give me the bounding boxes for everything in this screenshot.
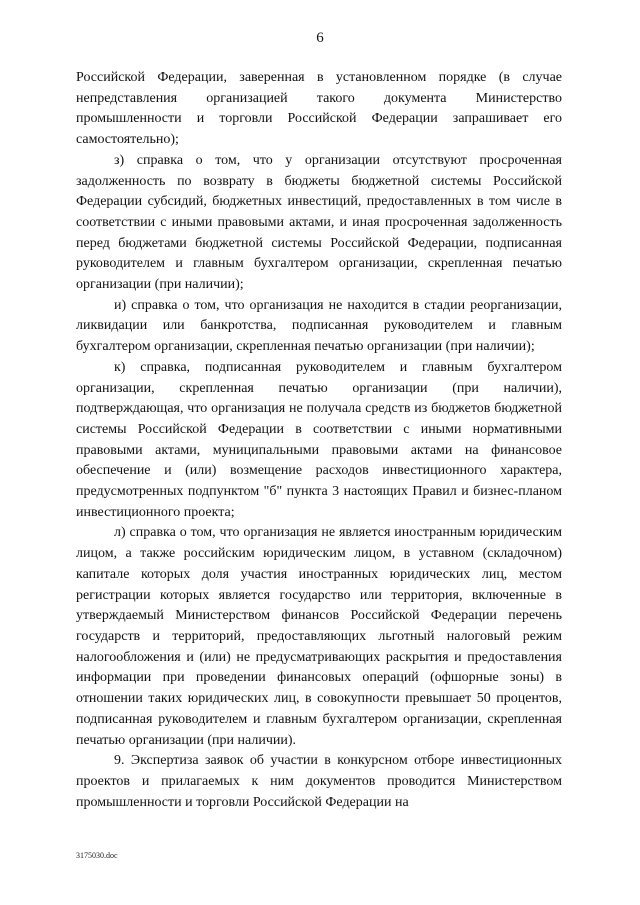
page-number: 6 [316, 30, 324, 46]
paragraph-item-i: и) справка о том, что организация не находится в стадии реорганизации, ликвидации или банкротства, подписанная руководителем и главным бухгалтером организации, скрепленная печатью организации (при наличии); [76, 297, 562, 355]
paragraph-item-k: к) справка, подписанная руководителем и главным бухгалтером организации, скрепленная печатью организации (при наличии), подтверждающая, что организация не получала средств из бюджетов бюджетной системы Российской Федерации в соответствии с иными нормативными правовыми актами, муниципальными правовыми актами на финансовое обеспечение и (или) возмещение расходов инвестиционного характера, предусмотренных подпунктом "б" пункта 3 настоящих Правил и бизнес-планом инвестиционного проекта; [76, 359, 562, 520]
paragraph-continuation: Российской Федерации, заверенная в установленном порядке (в случае непредставления организацией такого документа Министерство промышленности и торговли Российской Федерации запрашивает его самостоятельно); [76, 70, 562, 148]
paragraph-item-9: 9. Экспертиза заявок об участии в конкурсном отборе инвестиционных проектов и прилагаемых к ним документов проводится Министерством промышленности и торговли Российской Федерации на [76, 753, 562, 810]
file-name-footer: 3175030.doc [76, 851, 118, 860]
paragraph-item-z: з) справка о том, что у организации отсутствуют просроченная задолженность по возврату в бюджеты бюджетной системы Российской Федерации субсидий, бюджетных инвестиций, предоставленных в том числе в соответствии с иными правовыми актами, и иная просроченная задолженность перед бюджетами бюджетной системы Российской Федерации, подписанная руководителем и главным бухгалтером организации, скрепленная печатью организации (при наличии); [76, 152, 562, 293]
document-body [76, 68, 562, 813]
paragraph-item-l: л) справка о том, что организация не является иностранным юридическим лицом, а также российским юридическим лицом, в уставном (складочном) капитале которых доля участия иностранных юридических лиц, местом регистрации которых является государство или территория, включенные в утверждаемый Министерством финансов Российской Федерации перечень государств и территорий, предоставляющих льготный налоговый режим налогообложения и (или) не предусматривающих раскрытия и предоставления информации при проведении финансовых операций (офшорные зоны) в отношении таких юридических лиц, в совокупности превышает 50 процентов, подписанная руководителем и главным бухгалтером организации, скрепленная печатью организации (при наличии). [76, 525, 562, 748]
